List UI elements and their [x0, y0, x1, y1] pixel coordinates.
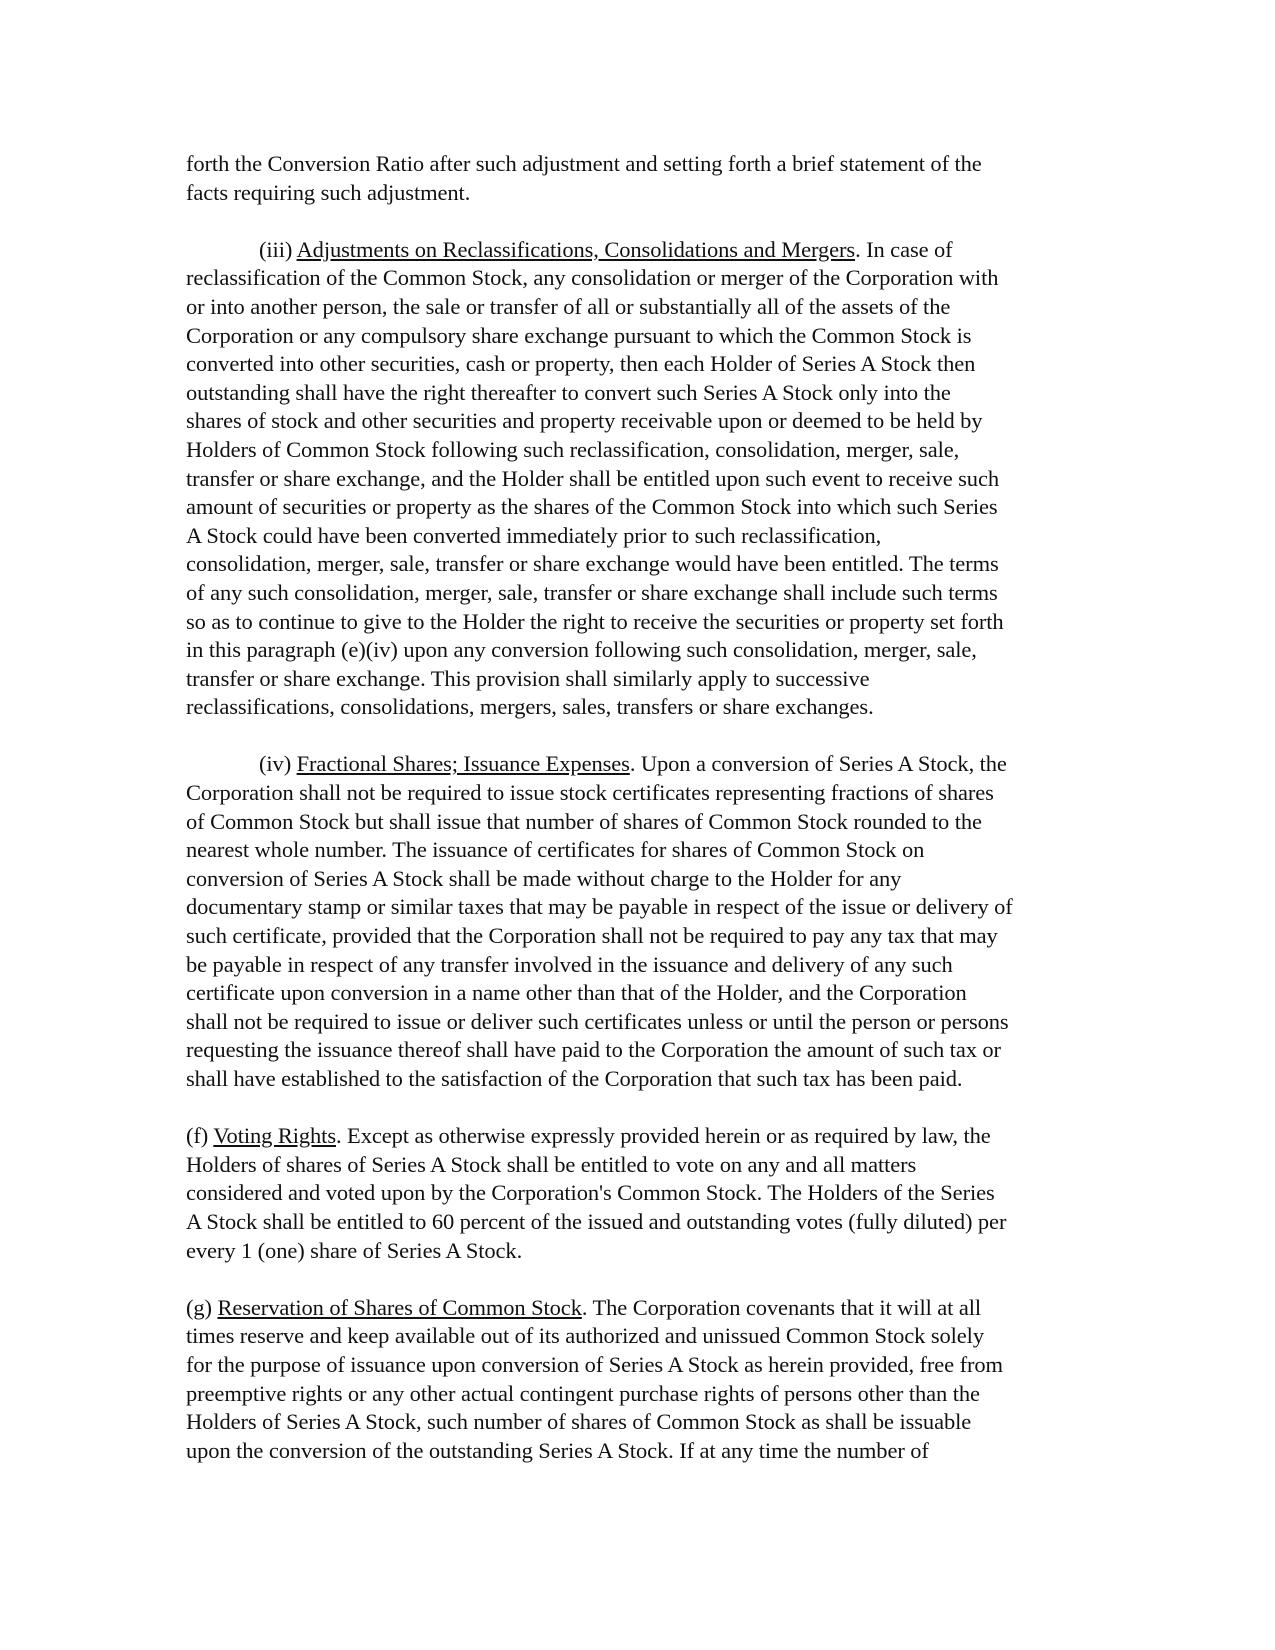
paragraph-iii-prefix: (iii): [259, 236, 297, 262]
text-line: nearest whole number. The issuance of certificates for shares of Common Stock on: [186, 837, 925, 863]
paragraph-f-heading: Voting Rights: [213, 1123, 336, 1149]
text-line: consolidation, merger, sale, transfer or share exchange would have been entitled. The terms: [186, 551, 999, 577]
paragraph-iii-first-line: [186, 236, 1086, 265]
paragraph-iii-first-line-rest: . In case of: [855, 236, 953, 262]
text-line: shall have established to the satisfaction of the Corporation that such tax has been paid.: [186, 1066, 963, 1091]
paragraph-g-first-line-rest: . The Corporation covenants that it will at all: [581, 1294, 982, 1320]
paragraph-iv-first-line: [186, 750, 1086, 779]
text-line: of any such consolidation, merger, sale, transfer or share exchange shall include such terms: [186, 579, 998, 605]
text-line: documentary stamp or similar taxes that may be payable in respect of the issue or delivery of: [186, 894, 1013, 920]
text-line: Holders of Series A Stock, such number of shares of Common Stock as shall be issuable: [186, 1409, 972, 1435]
text-line: times reserve and keep available out of its authorized and unissued Common Stock solely: [186, 1323, 984, 1349]
paragraph-f-first-line: [186, 1122, 1086, 1151]
paragraph-g: [186, 1294, 1086, 1466]
text-line: forth the Conversion Ratio after such adjustment and setting forth a brief statement of the: [186, 151, 982, 176]
text-line: certificate upon conversion in a name other than that of the Holder, and the Corporation: [186, 980, 967, 1006]
paragraph-f: [186, 1122, 1086, 1265]
paragraph-iv-first-line-rest: . Upon a conversion of Series A Stock, the: [629, 751, 1007, 777]
text-line: for the purpose of issuance upon conversion of Series A Stock as herein provided, free from: [186, 1351, 1003, 1377]
text-line: such certificate, provided that the Corporation shall not be required to pay any tax that may: [186, 923, 998, 949]
text-line: of Common Stock but shall issue that number of shares of Common Stock rounded to the: [186, 808, 982, 834]
text-line: converted into other securities, cash or property, then each Holder of Series A Stock then: [186, 351, 976, 377]
text-line: so as to continue to give to the Holder the right to receive the securities or property set forth: [186, 608, 1004, 634]
text-line: be payable in respect of any transfer involved in the issuance and delivery of any such: [186, 951, 953, 977]
paragraph-iii-heading: Adjustments on Reclassifications, Consolidations and Mergers: [296, 236, 856, 262]
text-line: outstanding shall have the right thereafter to convert such Series A Stock only into the: [186, 379, 951, 405]
text-line: transfer or share exchange, and the Holder shall be entitled upon such event to receive such: [186, 465, 999, 491]
paragraph-intro: [186, 150, 1086, 207]
text-line: conversion of Series A Stock shall be made without charge to the Holder for any: [186, 865, 902, 891]
text-line: amount of securities or property as the shares of the Common Stock into which such Series: [186, 494, 998, 520]
text-line: A Stock could have been converted immediately prior to such reclassification,: [186, 522, 882, 548]
text-line: Corporation or any compulsory share exchange pursuant to which the Common Stock is: [186, 322, 972, 348]
text-line: shares of stock and other securities and property receivable upon or deemed to be held by: [186, 408, 983, 434]
text-line: transfer or share exchange. This provision shall similarly apply to successive: [186, 665, 870, 691]
text-line: upon the conversion of the outstanding Series A Stock. If at any time the number of: [186, 1437, 929, 1463]
text-line: facts requiring such adjustment.: [186, 179, 471, 205]
text-line: Holders of Common Stock following such reclassification, consolidation, merger, sale,: [186, 436, 960, 462]
text-line: considered and voted upon by the Corporation's Common Stock. The Holders of the Series: [186, 1180, 995, 1206]
paragraph-g-prefix: (g): [186, 1294, 218, 1320]
text-line: every 1 (one) share of Series A Stock.: [186, 1237, 523, 1263]
document-body: [186, 150, 1086, 1465]
text-line: Corporation shall not be required to issue stock certificates representing fractions of shares: [186, 780, 994, 806]
paragraph-iv-prefix: (iv): [259, 751, 297, 777]
text-line: reclassifications, consolidations, mergers, sales, transfers or share exchanges.: [186, 694, 874, 720]
text-line: or into another person, the sale or transfer of all or substantially all of the assets of the: [186, 293, 951, 319]
paragraph-g-heading: Reservation of Shares of Common Stock: [217, 1294, 582, 1320]
text-line: reclassification of the Common Stock, any consolidation or merger of the Corporation with: [186, 265, 999, 291]
paragraph-iii: [186, 236, 1086, 722]
text-line: shall not be required to issue or deliver such certificates unless or until the person or persons: [186, 1008, 1009, 1034]
paragraph-iv: [186, 750, 1086, 1093]
text-line: Holders of shares of Series A Stock shall be entitled to vote on any and all matters: [186, 1151, 917, 1177]
text-line: A Stock shall be entitled to 60 percent of the issued and outstanding votes (fully diluted) per: [186, 1208, 1007, 1234]
text-line: requesting the issuance thereof shall have paid to the Corporation the amount of such tax or: [186, 1037, 1001, 1063]
text-line: preemptive rights or any other actual contingent purchase rights of persons other than the: [186, 1380, 980, 1406]
paragraph-iv-heading: Fractional Shares; Issuance Expenses: [296, 751, 630, 777]
paragraph-g-first-line: [186, 1294, 1086, 1323]
paragraph-f-first-line-rest: . Except as otherwise expressly provided herein or as required by law, the: [336, 1123, 991, 1149]
text-line: in this paragraph (e)(iv) upon any conversion following such consolidation, merger, sale,: [186, 637, 977, 663]
paragraph-f-prefix: (f): [186, 1123, 214, 1149]
